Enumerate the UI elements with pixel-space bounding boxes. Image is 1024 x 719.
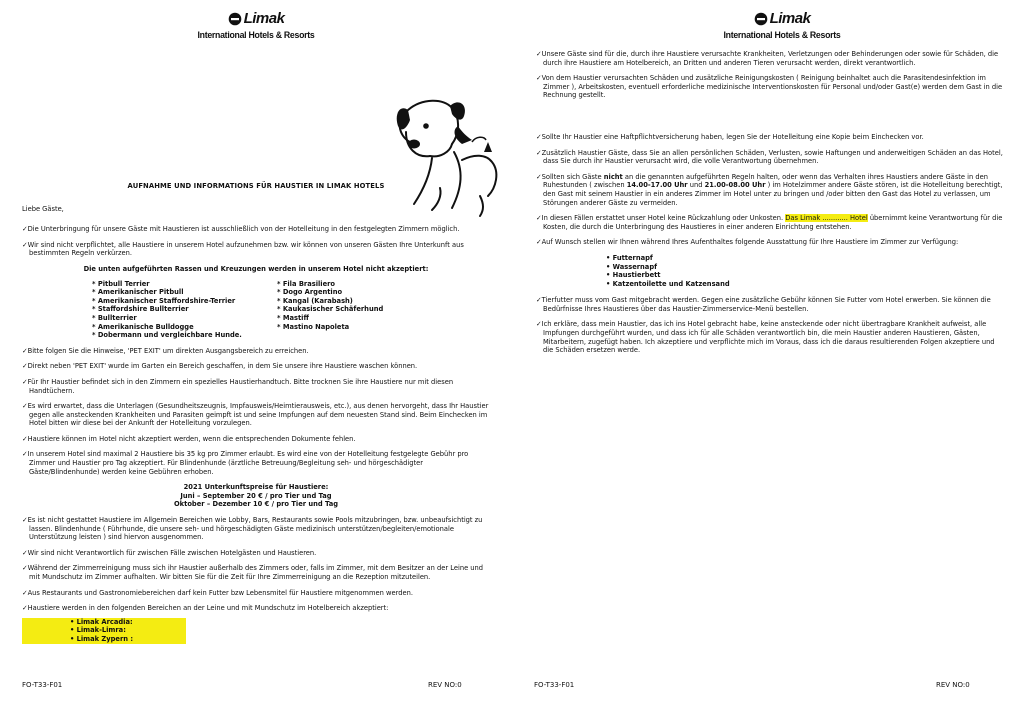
breed-item: * Dogo Argentino: [277, 288, 343, 297]
logo-tagline: International Hotels & Resorts: [723, 30, 841, 41]
breed-item: * Mastiff: [277, 313, 309, 322]
rule-paragraph: ✓In unserem Hotel sind maximal 2 Haustiere bis 35 kg pro Zimmer erlaubt. Es wird eine von der Hotelleitung festgelegte Gebühr pro Zimmer und Haustier pro Tag akzeptiert. Für Blindenhunde (ärztliche Betreuung/Begleitung seh- und hörgeschädigter Gäste/Blindenhunde) werden keine Gebühren erhoben.: [22, 450, 469, 476]
breed-item: * Kaukasischer Schäferhund: [277, 305, 384, 314]
rule-paragraph: ✓Haustiere können im Hotel nicht akzeptiert werden, wenn die entsprechenden Dokumente fehlen.: [22, 434, 356, 443]
equipment-item: • Futternapf: [606, 253, 653, 262]
breed-item: * Kangal (Karabash): [277, 296, 353, 305]
rule-paragraph: ✓Aus Restaurants und Gastronomiebereichen darf kein Futter bzw Lebensmitel für Haustiere mitgenommen werden.: [22, 588, 413, 597]
highlighted-hotel-name: Das Limak ............ Hotel: [785, 214, 868, 223]
equipment-item: • Katzentoilette und Katzensand: [606, 279, 730, 288]
logo-brand-name: Limak: [243, 10, 285, 27]
breed-item: * Dobermann und vergleichbare Hunde.: [92, 331, 242, 340]
rule-paragraph: ✓Wir sind nicht verpflichtet, alle Haustiere in unserem Hotel aufzunehmen bzw. wir können von unseren Gästen Ihre Unterkunft aus bestimmten Regeln verkürzen.: [22, 240, 464, 258]
greeting: Liebe Gäste,: [22, 204, 64, 213]
footer-form-code: FO-T33-F01: [22, 681, 63, 689]
equipment-item: • Wassernapf: [606, 262, 658, 271]
breed-item: * Amerikanische Bulldogge: [92, 322, 194, 331]
rule-paragraph: ✓Die Unterbringung für unsere Gäste mit Haustieren ist ausschließlich von der Hotelleitung in den festgelegten Zimmern möglich.: [22, 225, 460, 234]
rule-paragraph: ✓Es ist nicht gestattet Haustiere im Allgemein Bereichen wie Lobby, Bars, Restaurants sowie Pools mitzubringen, bzw. unbeaufsichtigt zu lassen. Blindenhunde ( Führhunde, die unsere seh- und hörgeschädigten Gäste medizinisch unterstützen/begleiten/emotionale Unterstützung leisten ) sind hiervon ausgenommen.: [22, 516, 483, 542]
limak-logo-mark: [754, 12, 768, 26]
rule-paragraph: ✓Von dem Haustier verursachten Schäden und zusätzliche Reinigungskosten ( Reinigung beinhaltet auch die Parasitendesinfektion im Zimmer ), Arbeitskosten, eventuell erforderliche medizinische Interventionskosten für Personal und/oder Gast(e) werden dem Gast in die Rechnung gestellt.: [536, 74, 1003, 100]
footer-revision: REV NO:0: [428, 681, 462, 689]
rule-paragraph: ✓Ich erkläre, dass mein Haustier, das ich ins Hotel gebracht habe, keine ansteckende oder nicht übertragbare Krankheit aufweist, alle Impfungen durchgeführt wurden, und dass ich für alle Schäden verantwortlich bin, die mein Haustier anderen Haustieren, Gästen, Mitarbeitern, zugefügt haben. Ich akzeptiere und verpflichte mich im Voraus, dass ich die daraus resultierenden Folgen akzeptiere und die Schäden ersetzen werde.: [536, 320, 995, 355]
breed-item: * Staffordshire Bullterrier: [92, 305, 189, 314]
rule-paragraph: ✓In diesen Fällen erstattet unser Hotel keine Rückzahlung oder Unkosten. Das Limak ............ Hotel übernimmt keine Verantwortung für die Kosten, die durch die Unterbringung des Haustieres in einer anderen Einrichtung entstehen.: [536, 214, 1003, 231]
prices-title: 2021 Unterkunftspreise für Haustiere:: [183, 483, 329, 492]
rule-paragraph: ✓Bitte folgen Sie die Hinweise, 'PET EXIT' um direkten Ausgangsbereich zu erreichen.: [22, 346, 309, 355]
equipment-list: [606, 254, 1006, 288]
hotel-item: • Limak Arcadia:: [70, 617, 133, 626]
logo-tagline: International Hotels & Resorts: [197, 30, 315, 41]
rule-paragraph: ✓Auf Wunsch stellen wir Ihnen während Ihres Aufenthaltes folgende Ausstattung für Ihre Haustiere im Zimmer zur Verfügung:: [536, 238, 959, 247]
footer-form-code: FO-T33-F01: [534, 681, 575, 689]
logo-brand-name: Limak: [769, 10, 811, 27]
limak-logo-mark: [228, 12, 242, 26]
breed-item: * Mastino Napoleta: [277, 322, 350, 331]
prices-line: Oktober – Dezember 10 € / pro Tier und Tag: [173, 500, 339, 509]
limak-logo: [186, 10, 326, 41]
rule-paragraph: ✓Es wird erwartet, dass die Unterlagen (Gesundheitszeugnis, Impfausweis/Heimtierausweis, etc.), aus denen hervorgeht, dass Ihr Haustier gegen alle ansteckenden Krankheiten und Parasiten geimpft ist und seine Impfungen auf dem neuesten Stand sind. Beim Einchecken im Hotel bitten wir diese bei der Ankunft der Hotelleitung vorzulegen.: [22, 402, 489, 428]
rule-paragraph: ✓Sollte Ihr Haustier eine Haftpflichtversicherung haben, legen Sie der Hotelleitung eine Kopie beim Einchecken vor.: [536, 132, 924, 141]
breed-item: * Bullterrier: [92, 313, 137, 322]
breeds-list: [92, 280, 490, 340]
rule-paragraph: ✓Sollten sich Gäste nicht an die genannten aufgeführten Regeln halten, oder wenn das Verhalten ihres Haustiers andere Gäste in den Ruhestunden ( zwischen 14.00-17.00 Uhr und 21.00-08.00 Uhr ) im Hotelzimmer andere Gäste stören, ist die Hotelleitung berechtigt, den Gast mit seinem Haustier in ein anderes Zimmer im Hotel unter zu bringen und /oder bitten den Gast das Hotel zu verlassen, um Störungen anderer Gäste zu vermeiden.: [536, 172, 1003, 207]
hotel-list: [22, 618, 186, 644]
breed-item: * Fila Brasiliero: [277, 279, 336, 288]
rule-paragraph: ✓Tierfutter muss vom Gast mitgebracht werden. Gegen eine zusätzliche Gebühr können Sie Futter vom Hotel erwerben. Sie können die Bedürfnisse Ihres Haustieres über das Haustier-Zimmerservice-Menü bestellen.: [536, 296, 991, 313]
hotel-item: • Limak Zypern :: [70, 634, 134, 643]
limak-logo: [712, 10, 852, 41]
left-page-content: [22, 182, 490, 644]
rule-paragraph: ✓Unsere Gäste sind für die, durch ihre Haustiere verursachte Krankheiten, Verletzungen oder Behinderungen oder sowie für Schäden, die durch ihre Haustiere am Hotelbereich, an Dritten und anderen Tieren verursacht werden, direkt verantwortlich.: [536, 50, 999, 67]
rule-paragraph: ✓Während der Zimmerreinigung muss sich ihr Haustier außerhalb des Zimmers oder, falls im Zimmer, mit dem Besitzer an der Leine und mit Mundschutz im Zimmer aufhalten. Wir bitten Sie für die Zeit für Ihre Zimmerreinigung an die Rezeption mitzuteilen.: [22, 564, 484, 581]
breed-item: * Amerikanischer Staffordshire-Terrier: [92, 296, 236, 305]
prices-line: Juni – September 20 € / pro Tier und Tag: [180, 491, 332, 500]
rule-paragraph: ✓Zusätzlich Haustier Gäste, dass Sie an allen persönlichen Schäden, Verlusten, sowie Haftungen und anderweitigen Schäden an das Hotel, dass Sie durch ihr Haustier verursacht wird, die volle Verantwortung übernehmen.: [536, 148, 1003, 166]
breed-item: * Pitbull Terrier: [92, 279, 150, 288]
right-page-content: [536, 50, 1006, 362]
document-page-right: [512, 0, 1024, 719]
rule-paragraph: ✓Für Ihr Haustier befindet sich in den Zimmern ein spezielles Haustierhandtuch. Bitte trocknen Sie ihre Haustiere nur mit diesen Handtüchern.: [22, 377, 454, 395]
equipment-item: • Haustierbett: [606, 271, 661, 280]
rule-paragraph: ✓Wir sind nicht Verantwortlich für zwischen Fälle zwischen Hotelgästen und Haustieren.: [22, 548, 317, 557]
document-title: AUFNAHME UND INFORMATIONS FÜR HAUSTIER IN LIMAK HOTELS: [127, 182, 385, 190]
breed-item: * Amerikanischer Pitbull: [92, 288, 184, 297]
hotel-item: • Limak-Limra:: [70, 626, 126, 635]
rule-paragraph: ✓Direkt neben 'PET EXIT' wurde im Garten ein Bereich geschaffen, in dem Sie unsere ihre Haustiere waschen können.: [22, 362, 418, 371]
footer-revision: REV NO:0: [936, 681, 970, 689]
rule-paragraph: ✓Haustiere werden in den folgenden Bereichen an der Leine und mit Mundschutz im Hotelbereich akzeptiert:: [22, 604, 389, 613]
breeds-heading: Die unten aufgeführten Rassen und Kreuzungen werden in unserem Hotel nicht akzeptiert:: [83, 264, 429, 273]
